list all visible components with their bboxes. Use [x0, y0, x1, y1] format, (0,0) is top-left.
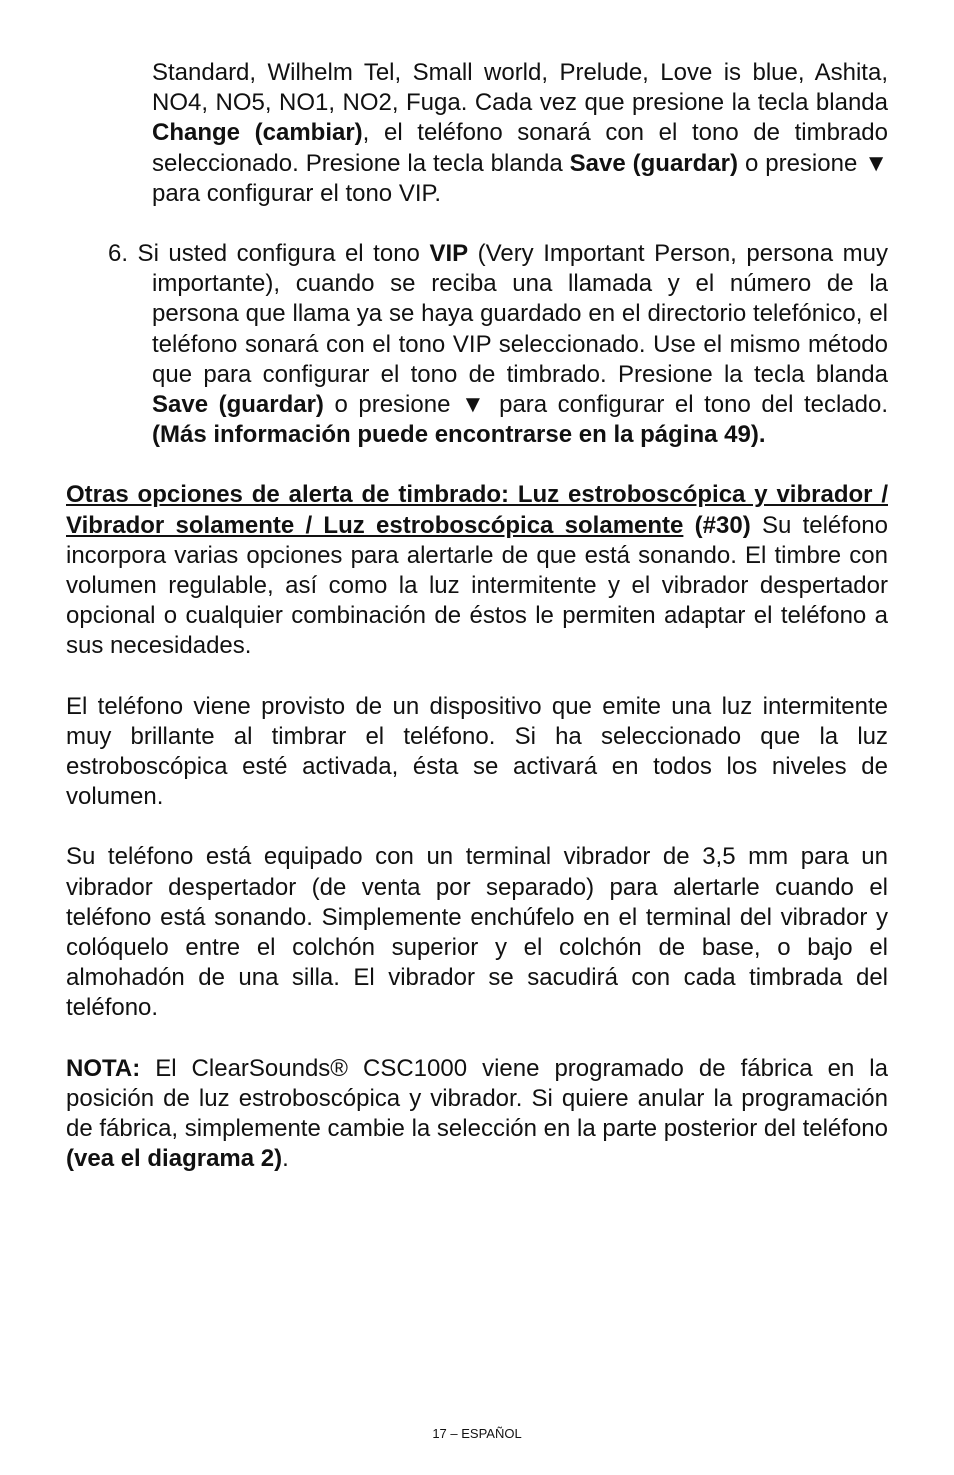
change-softkey-label: Change (cambiar) [152, 119, 363, 147]
step-number: 6. [108, 240, 129, 268]
note-paragraph: NOTA: El ClearSounds® CSC1000 viene programado de fábrica en la posición de luz estroboscópica y vibrador. Si quiere anular la programación de fábrica, simplemente cambie la selección en la parte posterior del teléfono (vea el diagrama 2). [66, 1054, 888, 1173]
ringtone-list-paragraph: Standard, Wilhelm Tel, Small world, Prelude, Love is blue, Ashita, NO4, NO5, NO1, NO2, Fuga. Cada vez que presione la tecla blanda Change (cambiar), el teléfono sonará con el tono de timbrado seleccionado. Presione la tecla blanda Save (guardar) o presione ▼ para configurar el tono VIP. [152, 59, 888, 207]
page-footer: 17 – ESPAÑOL [432, 1426, 522, 1441]
diagram-reference: (vea el diagrama 2) [66, 1145, 283, 1173]
strobe-paragraph: El teléfono viene provisto de un dispositivo que emite una luz intermitente muy brillante al timbrar el teléfono. Si ha seleccionado que la luz estroboscópica esté activada, ésta se activará en todos los niveles de volumen. [66, 692, 888, 811]
document-page [66, 58, 888, 1175]
page-reference: (Más información puede encontrarse en la página 49). [152, 421, 766, 449]
note-label: NOTA: [66, 1054, 141, 1082]
section-code: (#30) [683, 511, 751, 539]
save-softkey-label: Save (guardar) [152, 391, 324, 419]
save-softkey-label: Save (guardar) [569, 149, 738, 177]
vip-label: VIP [429, 240, 469, 268]
section-heading: Otras opciones de alerta de timbrado: Luz estroboscópica y vibrador / Vibrador solamente / Luz estroboscópica solamente [66, 481, 888, 539]
vibrator-paragraph: Su teléfono está equipado con un terminal vibrador de 3,5 mm para un vibrador despertador (de venta por separado) para alertarle cuando el teléfono está sonando. Simplemente enchúfelo en el terminal del vibrador y colóquelo entre el colchón superior y el colchón de base, o bajo el almohadón de una silla. El vibrador se sacudirá con cada timbrada del teléfono. [66, 843, 888, 1022]
step-6-paragraph: 6. Si usted configura el tono VIP (Very Important Person, persona muy importante), cuando se reciba una llamada y el número de la persona que llama ya se haya guardado en el directorio telefónico, el teléfono sonará con el tono VIP seleccionado. Use el mismo método que para configurar el tono de timbrado. Presione la tecla blanda Save (guardar) o presione ▼ para configurar el tono del teclado. (Más información puede encontrarse en la página 49). [108, 240, 889, 449]
alert-options-section: Otras opciones de alerta de timbrado: Luz estroboscópica y vibrador / Vibrador solamente / Luz estroboscópica solamente (#30) Su teléfono incorpora varias opciones para alertarle de que está sonando. El timbre con volumen regulable, así como la luz intermitente y el vibrador despertador opcional o cualquier combinación de éstos le permiten adaptar el teléfono a sus necesidades. [66, 481, 888, 660]
